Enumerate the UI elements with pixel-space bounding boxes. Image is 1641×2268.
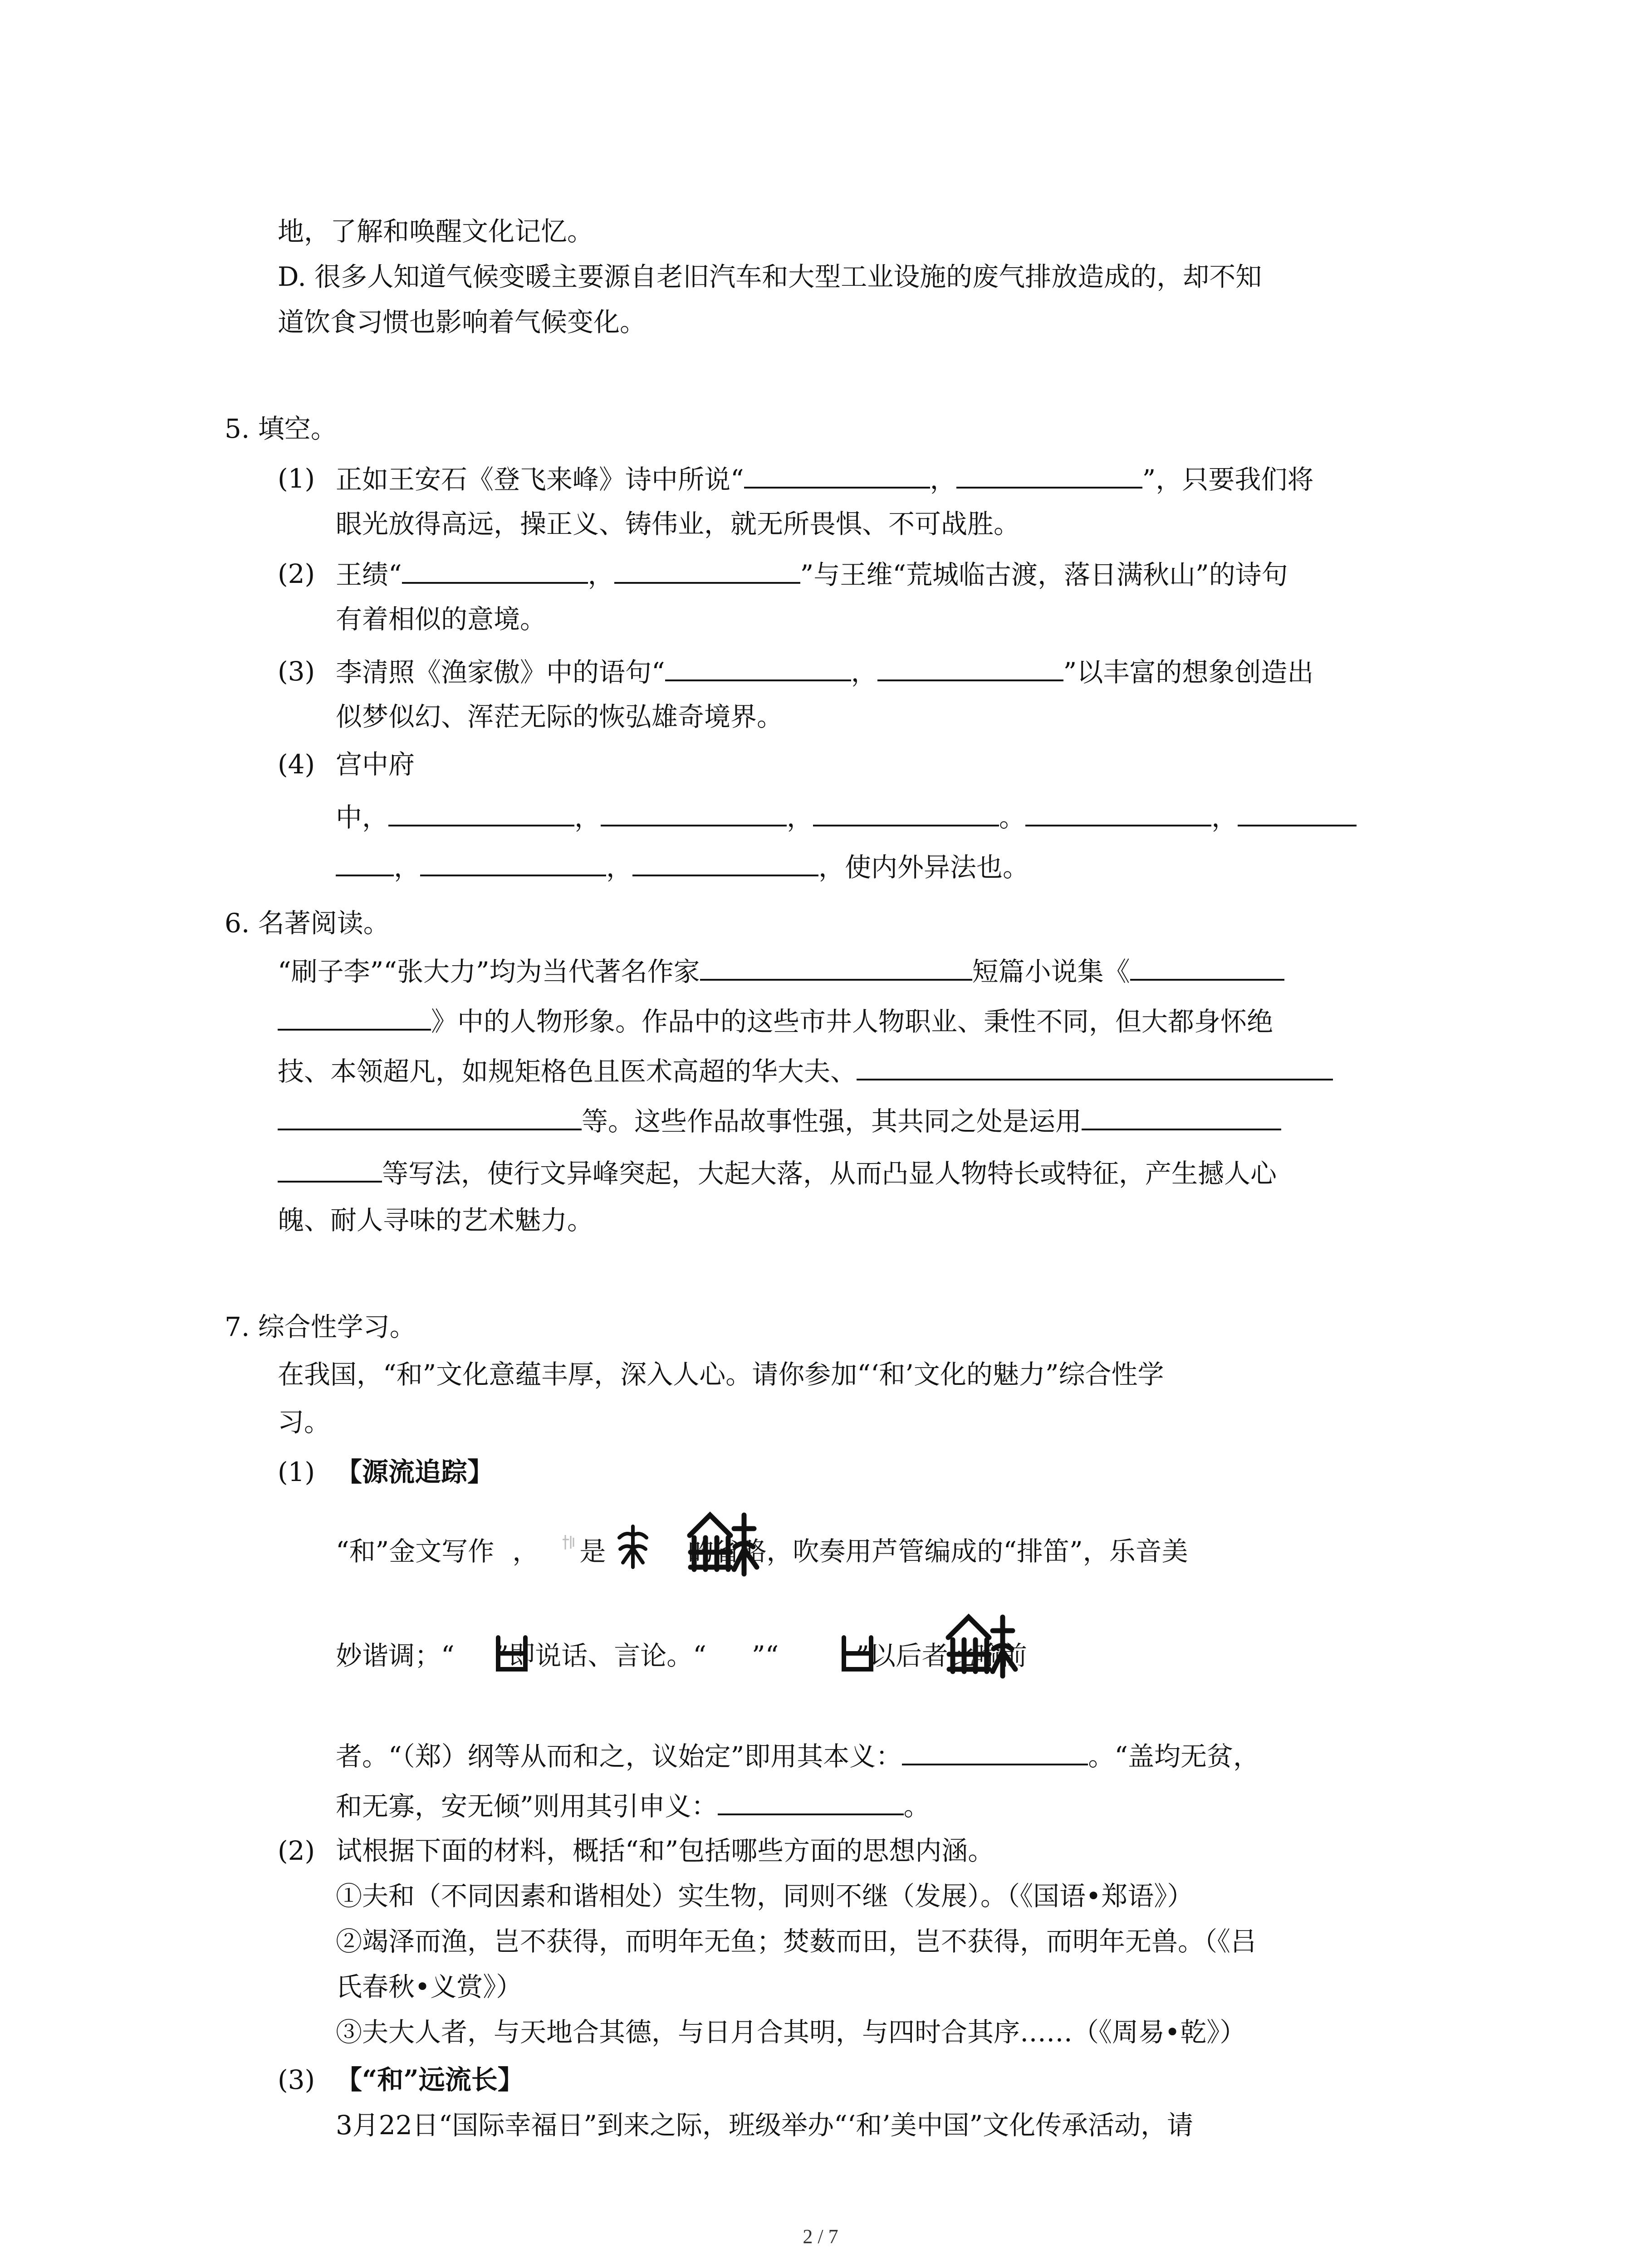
answer-blank[interactable] — [278, 1154, 382, 1183]
page-number: 2 / 7 — [803, 2225, 838, 2248]
q4-line: 地，了解和唤醒文化记忆。 — [278, 216, 594, 247]
answer-blank[interactable] — [1082, 1102, 1281, 1130]
answer-blank[interactable] — [902, 1737, 1088, 1765]
flute-he-large-glyph-2 — [944, 1613, 1021, 1681]
answer-blank[interactable] — [700, 953, 972, 981]
q5-sub3-line2: 似梦似幻、浑茫无际的恢弘雄奇境界。 — [336, 701, 784, 732]
q7-material-2-line1: ②竭泽而渔，岂不获得，而明年无鱼；焚薮而田，岂不获得，而明年无兽。（《吕 — [336, 1926, 1257, 1957]
q7-part3-number: (3) — [278, 2064, 315, 2095]
flute-he-large-glyph — [685, 1510, 762, 1579]
answer-blank[interactable] — [278, 1102, 582, 1130]
answer-blank[interactable] — [665, 653, 851, 681]
q5-sub2-line1: 王绩“ ， ”与王维“荒城临古渡，落日满秋山”的诗句 — [336, 556, 1288, 593]
q7-part3-heading: 【“和”远流长】 — [336, 2064, 524, 2095]
answer-blank[interactable] — [857, 1052, 1333, 1080]
q6-line1: “刷子李”“张大力”均为当代著名作家 短篇小说集《 — [278, 953, 1284, 990]
q5-sub1-line2: 眼光放得高远，操正义、铸伟业，就无所畏惧、不可战胜。 — [336, 508, 1020, 539]
q6-line5: 等写法，使行文异峰突起，大起大落，从而凸显人物特长或特征，产生撼人心 — [278, 1154, 1277, 1192]
q7-part2-number: (2) — [278, 1835, 315, 1866]
q5-sub1-number: (1) — [278, 463, 315, 494]
answer-blank[interactable] — [632, 848, 818, 876]
answer-blank[interactable] — [718, 1787, 904, 1815]
answer-blank[interactable] — [956, 460, 1142, 489]
q4-option-d-line1: D. 很多人知道气候变暖主要源自老旧汽车和大型工业设施的废气排放造成的，却不知 — [278, 261, 1262, 292]
answer-blank[interactable] — [402, 556, 588, 584]
q5-sub4-line3: ， ， ，使内外异法也。 — [336, 848, 1029, 885]
q6-line4: 等。这些作品故事性强，其共同之处是运用 — [278, 1102, 1281, 1139]
q7-title: 7. 综合性学习。 — [225, 1311, 416, 1342]
q7-material-2-line2: 氏春秋•义赏》） — [336, 1971, 523, 2002]
q6-line2: 》中的人物形象。作品中的这些市井人物职业、秉性不同，但大都身怀绝 — [278, 1002, 1273, 1040]
answer-blank[interactable] — [278, 1002, 431, 1031]
answer-blank[interactable] — [336, 848, 394, 876]
answer-blank[interactable] — [1025, 798, 1211, 826]
q5-sub4-number: (4) — [278, 749, 315, 780]
q5-sub1-line1: 正如王安石《登飞来峰》诗中所说“ ， ”，只要我们将 — [336, 460, 1313, 498]
q7-part1-number: (1) — [278, 1457, 315, 1487]
mouth-glyph — [494, 1633, 530, 1674]
q7-part1-line1: “和”金文写作 ， 是 的省略，吹奏用芦管编成的“排笛”，乐音美 — [336, 1536, 1188, 1567]
q6-title: 6. 名著阅读。 — [225, 908, 390, 938]
q5-sub3-number: (3) — [278, 656, 315, 687]
answer-blank[interactable] — [877, 653, 1063, 681]
answer-blank[interactable] — [601, 798, 787, 826]
bronze-he-small-glyph — [562, 1533, 575, 1551]
q5-sub2-line2: 有着相似的意境。 — [336, 604, 547, 635]
q4-option-d-line2: 道饮食习惯也影响着气候变化。 — [278, 307, 647, 337]
answer-blank[interactable] — [813, 798, 999, 826]
q6-line6: 魄、耐人寻味的艺术魅力。 — [278, 1205, 594, 1236]
q6-line3: 技、本领超凡，如规矩格色且医术高超的华大夫、 — [278, 1052, 1333, 1090]
answer-blank[interactable] — [1130, 953, 1284, 981]
q7-part1-line4: 和无寡，安无倾”则用其引申义： 。 — [336, 1787, 930, 1824]
q7-part3-line1: 3月22日“国际幸福日”到来之际，班级举办“‘和’美中国”文化传承活动，请 — [336, 2110, 1194, 2141]
grain-radical-glyph — [615, 1522, 651, 1572]
q7-part1-line2: 妙谐调；“ ”即说话、言论。“ ”“ ”以后者比喻前 — [336, 1640, 1027, 1671]
answer-blank[interactable] — [388, 798, 574, 826]
q7-material-1: ①夫和（不同因素和谐相处）实生物，同则不继（发展）。（《国语•郑语》） — [336, 1881, 1194, 1911]
q7-intro-line1: 在我国，“和”文化意蕴丰厚，深入人心。请你参加“‘和’文化的魅力”综合性学 — [278, 1359, 1164, 1390]
q5-sub4-line1: 宫中府 — [336, 749, 415, 780]
answer-blank[interactable] — [614, 556, 800, 584]
q7-part2-heading: 试根据下面的材料，概括“和”包括哪些方面的思想内涵。 — [336, 1835, 994, 1866]
q5-sub3-line1: 李清照《渔家傲》中的语句“ ， ”以丰富的想象创造出 — [336, 653, 1313, 690]
answer-blank[interactable] — [744, 460, 930, 489]
q7-part1-heading: 【源流追踪】 — [336, 1457, 494, 1487]
q7-material-3: ③夫大人者，与天地合其德，与日月合其明，与四时合其序……（《周易•乾》） — [336, 2017, 1246, 2048]
mouth-glyph-2 — [839, 1633, 876, 1674]
q5-sub4-line2: 中， ， ， 。 ， — [336, 798, 1357, 836]
q7-intro-line2: 习。 — [278, 1407, 331, 1437]
q7-part1-line3: 者。“（郑）纲等从而和之，议始定”即用其本义： 。“盖均无贫， — [336, 1737, 1259, 1774]
answer-blank[interactable] — [420, 848, 606, 876]
q5-title: 5. 填空。 — [225, 413, 337, 444]
q5-sub2-number: (2) — [278, 558, 315, 589]
answer-blank[interactable] — [1238, 798, 1357, 826]
